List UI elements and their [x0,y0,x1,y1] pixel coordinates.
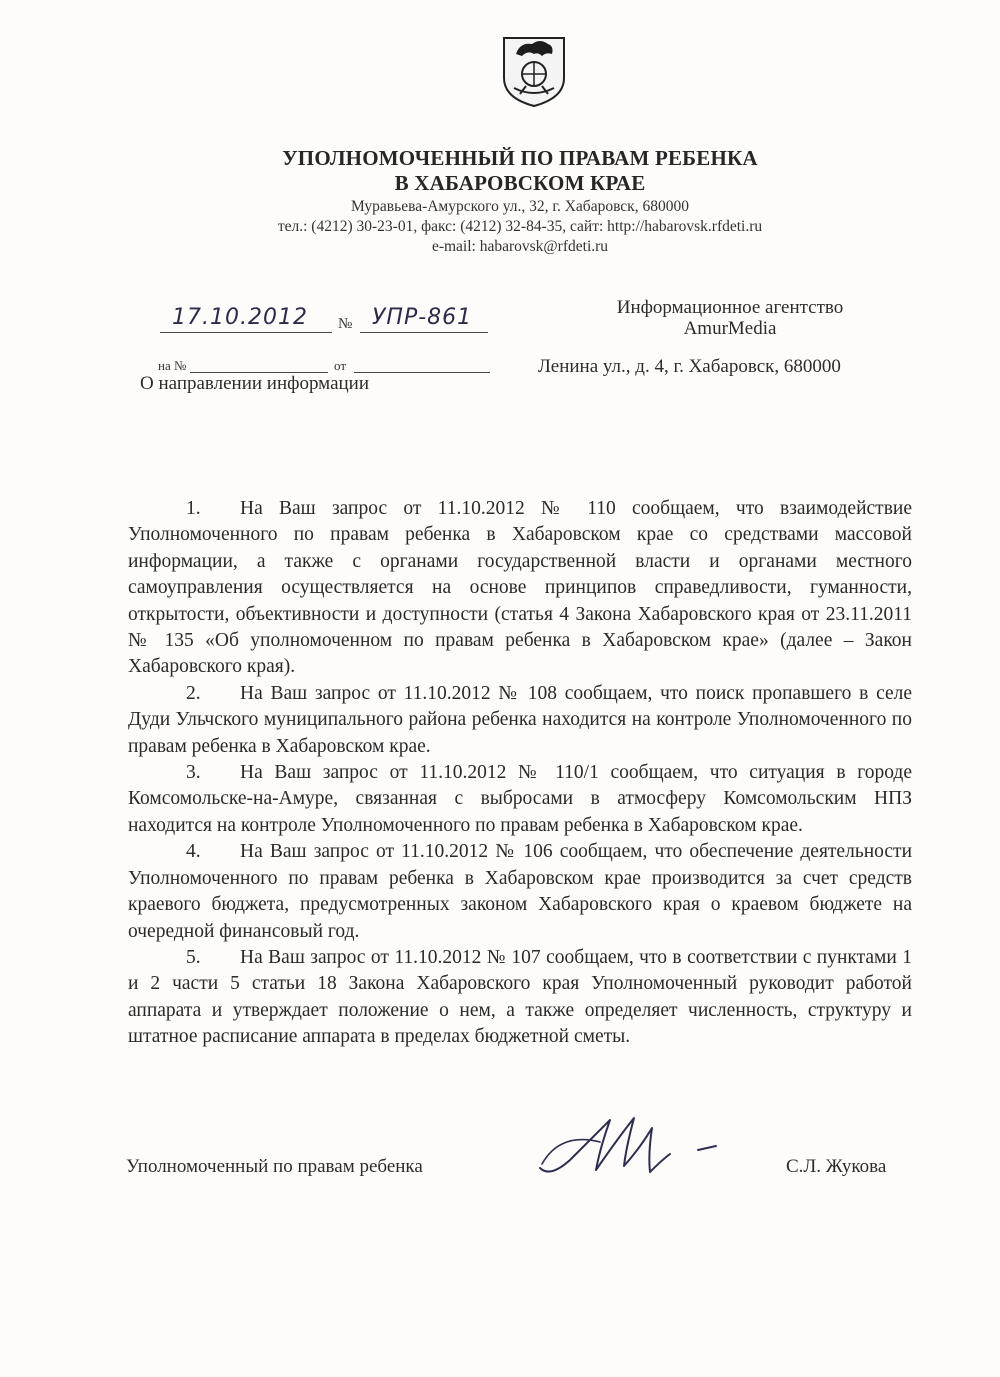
paragraph-number: 3. [186,762,201,784]
org-phones: тел.: (4212) 30-23-01, факс: (4212) 32-84-35, сайт: http://habarovsk.rfdeti.ru [277,218,763,235]
recipient-address: Ленина ул., д. 4, г. Хабаровск, 680000 [538,356,841,377]
recipient-line2: AmurMedia [683,318,777,339]
paragraph-number: 5. [186,946,201,968]
org-address: Муравьева-Амурского ул., 32, г. Хабаровск, 680000 [351,198,689,215]
paragraph [128,681,912,760]
paragraph-number: 4. [186,841,201,863]
paragraph [128,496,912,681]
reply-date-line [354,372,490,373]
letter-body [128,496,912,1051]
recipient-line1: Информационное агентство [616,297,844,318]
org-email: e-mail: habarovsk@rfdeti.ru [431,238,609,255]
date-line [160,332,332,333]
signature-icon [530,1108,730,1188]
paragraph [128,760,912,839]
signatory-role: Уполномоченный по правам ребенка [126,1156,423,1177]
signatory-name: С.Л. Жукова [786,1156,887,1177]
paragraph-text: На Ваш запрос от 11.10.2012 № 110 сообщаем, что взаимодействие Уполномоченного по правам ребенка в Хабаровском крае со средствами массовой информации, а также с органами государственной власти и органами местного самоуправления осуществляется на основе принципов справедливости, гуманности, открытости, объективности и доступности (статья 4 Закона Хабаровского края от 23.11.2011 № 135 «Об уполномоченном по правам ребенка в Хабаровском крае» (далее – Закон Хабаровского края). [128,498,912,678]
paragraph [128,839,912,945]
registration-date: 17.10.2012 [172,305,308,330]
paragraph-text: На Ваш запрос от 11.10.2012 № 107 сообщаем, что в соответствии с пунктами 1 и 2 части 5 статьи 18 Закона Хабаровского края Уполномоченный руководит работой аппарата и утверждает положение о нем, а также определяет численность, структуру и штатное расписание аппарата в пределах бюджетной сметы. [128,946,912,1048]
paragraph-text: На Ваш запрос от 11.10.2012 № 106 сообщаем, что обеспечение деятельности Уполномоченного по правам ребенка в Хабаровском крае производится за счет средств краевого бюджета, предусмотренных законом Хабаровского края о краевом бюджете на очередной финансовый год. [128,841,912,942]
number-sign: № [338,316,353,332]
reply-to-label: на № [158,358,187,373]
paragraph-text: На Ваш запрос от 11.10.2012 № 110/1 сообщаем, что ситуация в городе Комсомольске-на-Амуре, связанная с выбросами в атмосферу Комсомольским НПЗ находится на контроле Уполномоченного по правам ребенка в Хабаровском крае. [128,762,912,836]
from-label: от [334,358,347,373]
number-line [360,332,488,333]
letter-subject: О направлении информации [140,373,370,394]
org-title-line1: УПОЛНОМОЧЕННЫЙ ПО ПРАВАМ РЕБЕНКА [282,146,758,170]
org-title-line2: В ХАБАРОВСКОМ КРАЕ [394,171,646,195]
paragraph-text: На Ваш запрос от 11.10.2012 № 108 сообщаем, что поиск пропавшего в селе Дуди Ульчского муниципального района ребенка находится на контроле Уполномоченного по правам ребенка в Хабаровском крае. [128,682,912,757]
registration-number: УПР-861 [372,305,473,330]
coat-of-arms-icon [494,30,574,108]
paragraph-number: 2. [186,682,201,704]
paragraph [128,945,912,1051]
paragraph-number: 1. [186,498,201,519]
